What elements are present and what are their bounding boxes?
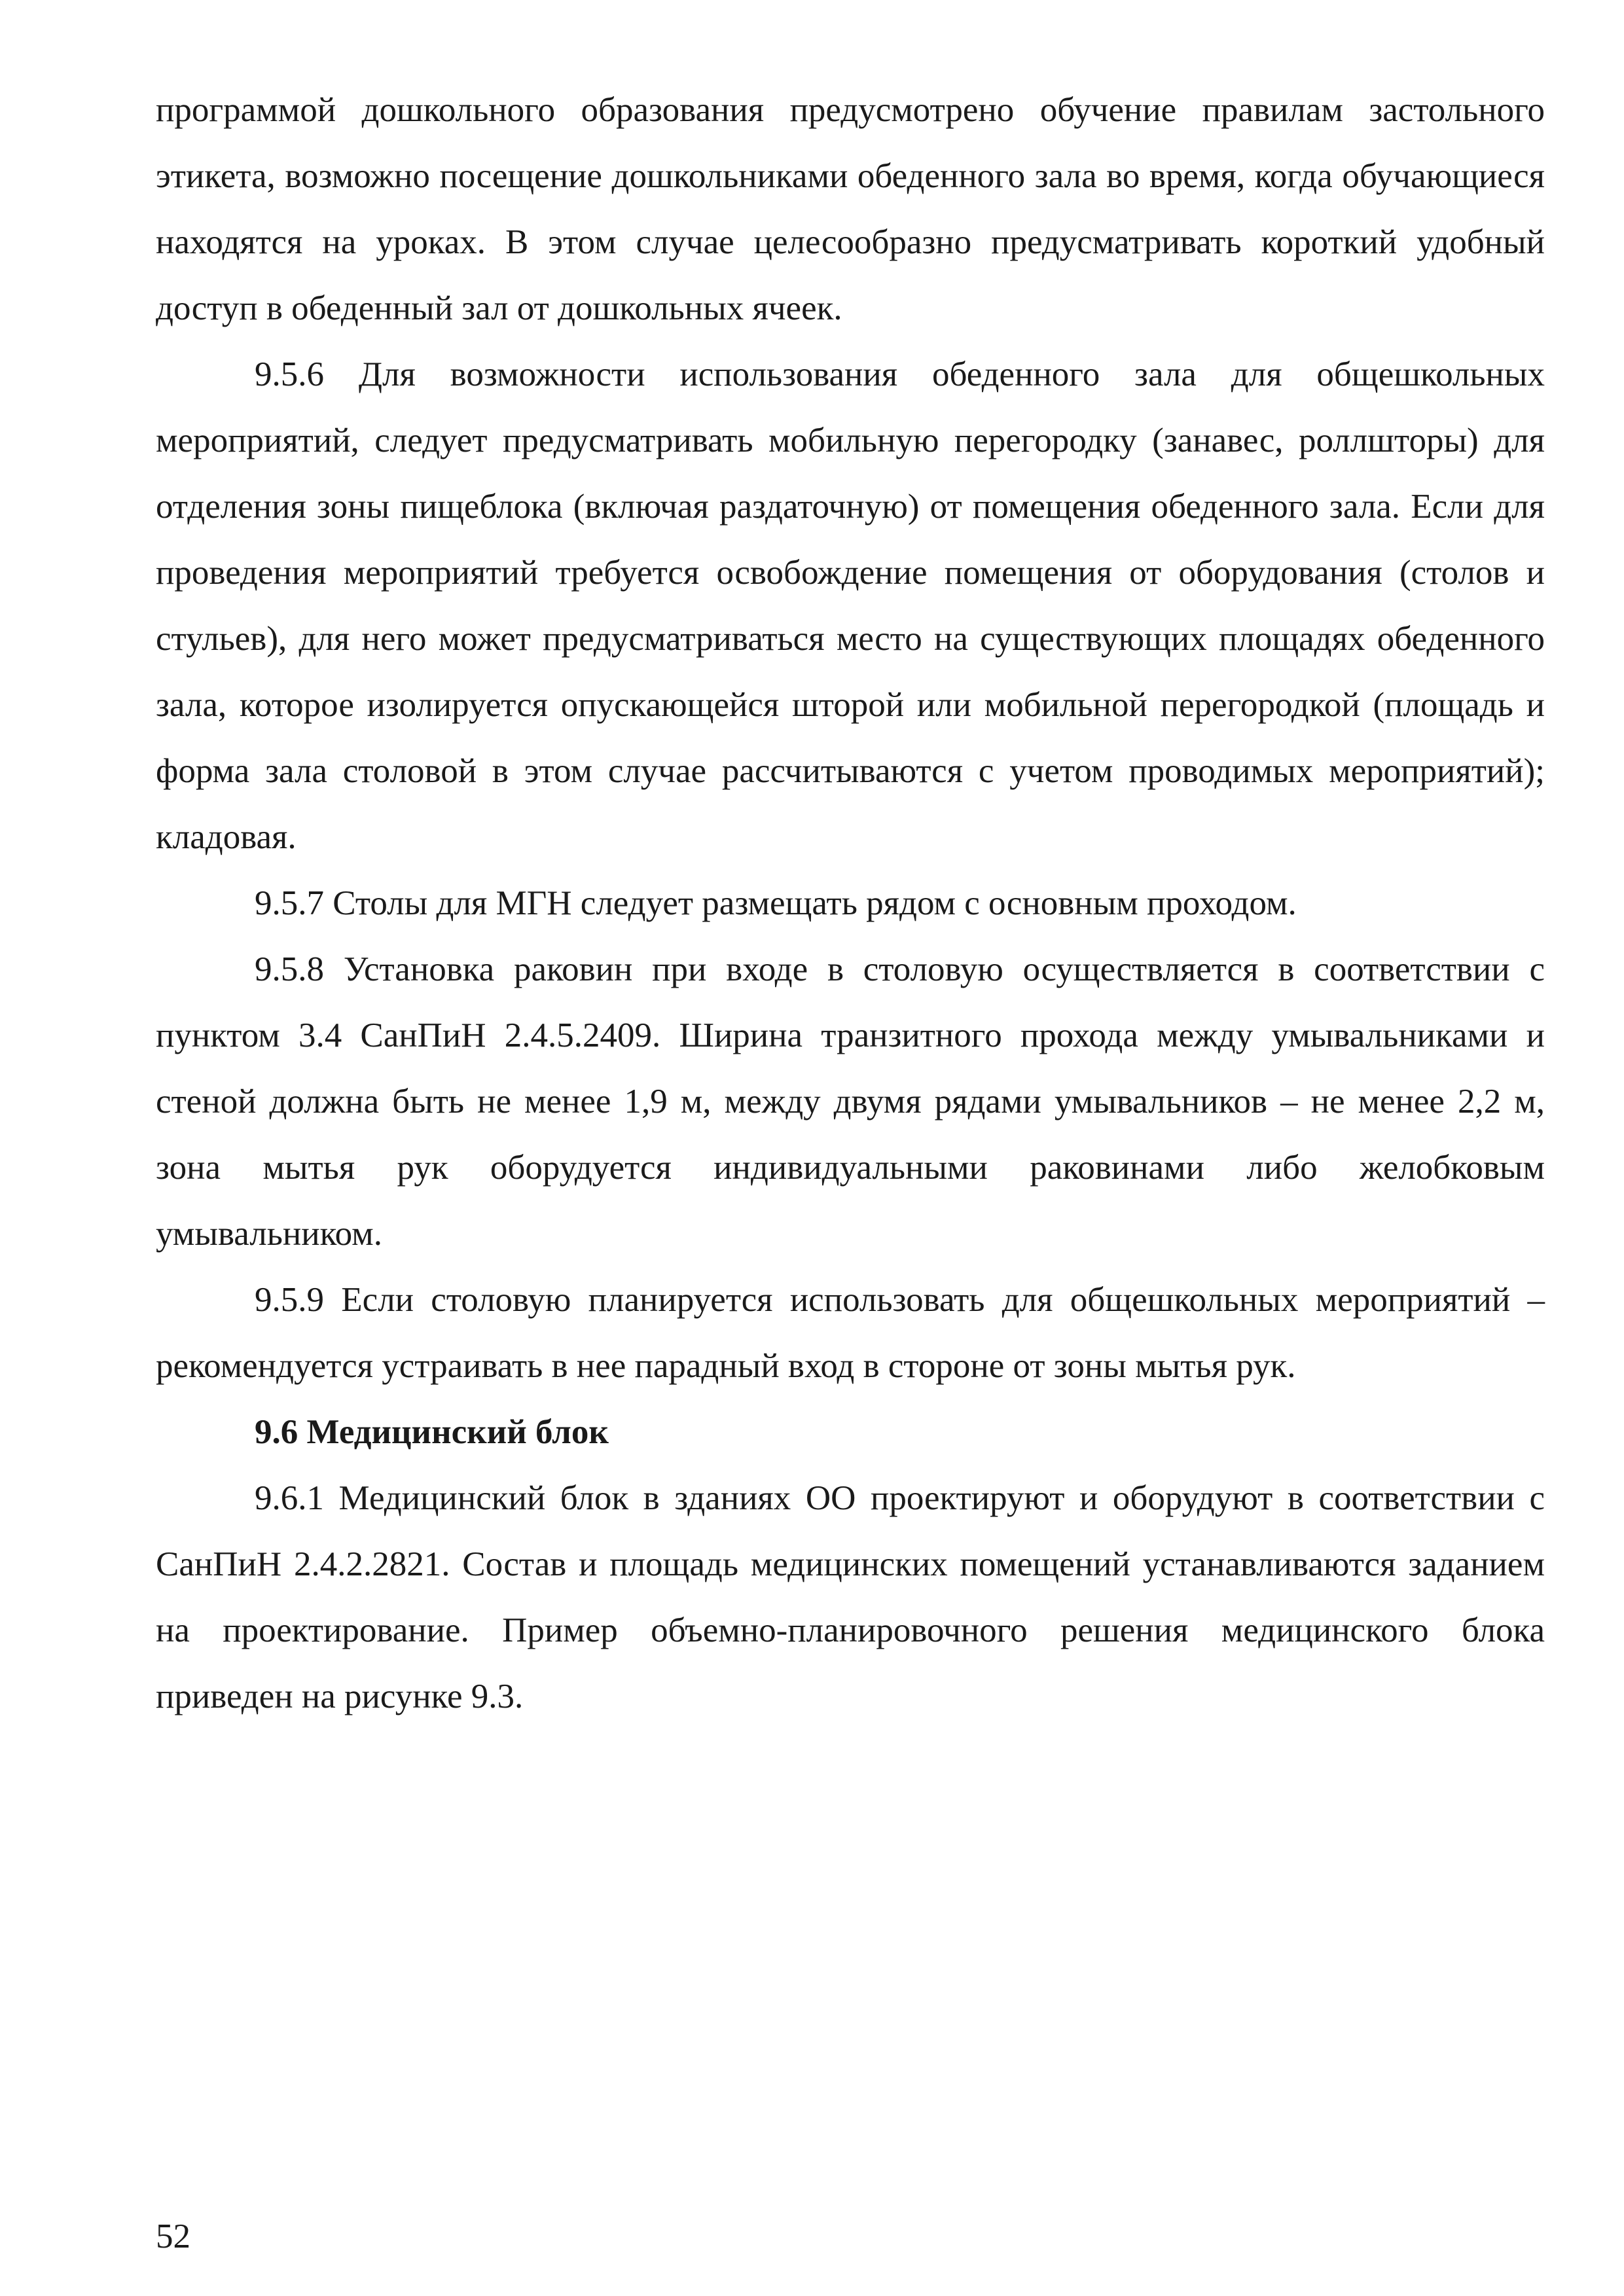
- paragraph-9-6-1: 9.6.1 Медицинский блок в зданиях ОО проектируют и оборудуют в соответствии с СанПиН 2.4.2.2821. Состав и площадь медицинских помещений устанавливаются заданием на проектирование. Пример объемно-планировочного решения медицинского блока приведен на рисунке 9.3.: [156, 1479, 1545, 1715]
- page-number: 52: [156, 2217, 190, 2255]
- paragraph-continuation: программой дошкольного образования предусмотрено обучение правилам застольного этикета, возможно посещение дошкольниками обеденного зала во время, когда обучающиеся находятся на уроках. В этом случае целесообразно предусматривать короткий удобный доступ в обеденный зал от дошкольных ячеек.: [156, 91, 1545, 327]
- paragraph-9-5-9: 9.5.9 Если столовую планируется использовать для общешкольных мероприятий – рекомендуется устраивать в нее парадный вход в стороне от зоны мытья рук.: [156, 1281, 1545, 1385]
- paragraph-9-5-7: 9.5.7 Столы для МГН следует размещать рядом с основным проходом.: [255, 884, 1297, 922]
- page-body: [156, 77, 1545, 1730]
- paragraph-9-5-6: 9.5.6 Для возможности использования обеденного зала для общешкольных мероприятий, следует предусматривать мобильную перегородку (занавес, роллшторы) для отделения зоны пищеблока (включая раздаточную) от помещения обеденного зала. Если для проведения мероприятий требуется освобождение помещения от оборудования (столов и стульев), для него может предусматриваться место на существующих площадях обеденного зала, которое изолируется опускающейся шторой или мобильной перегородкой (площадь и форма зала столовой в этом случае рассчитываются с учетом проводимых мероприятий); кладовая.: [156, 355, 1545, 856]
- section-heading-9-6: 9.6 Медицинский блок: [255, 1413, 609, 1451]
- paragraph-9-5-8: 9.5.8 Установка раковин при входе в столовую осуществляется в соответствии с пунктом 3.4 СанПиН 2.4.5.2409. Ширина транзитного прохода между умывальниками и стеной должна быть не менее 1,9 м, между двумя рядами умывальников – не менее 2,2 м, зона мытья рук оборудуется индивидуальными раковинами либо желобковым умывальником.: [156, 950, 1545, 1253]
